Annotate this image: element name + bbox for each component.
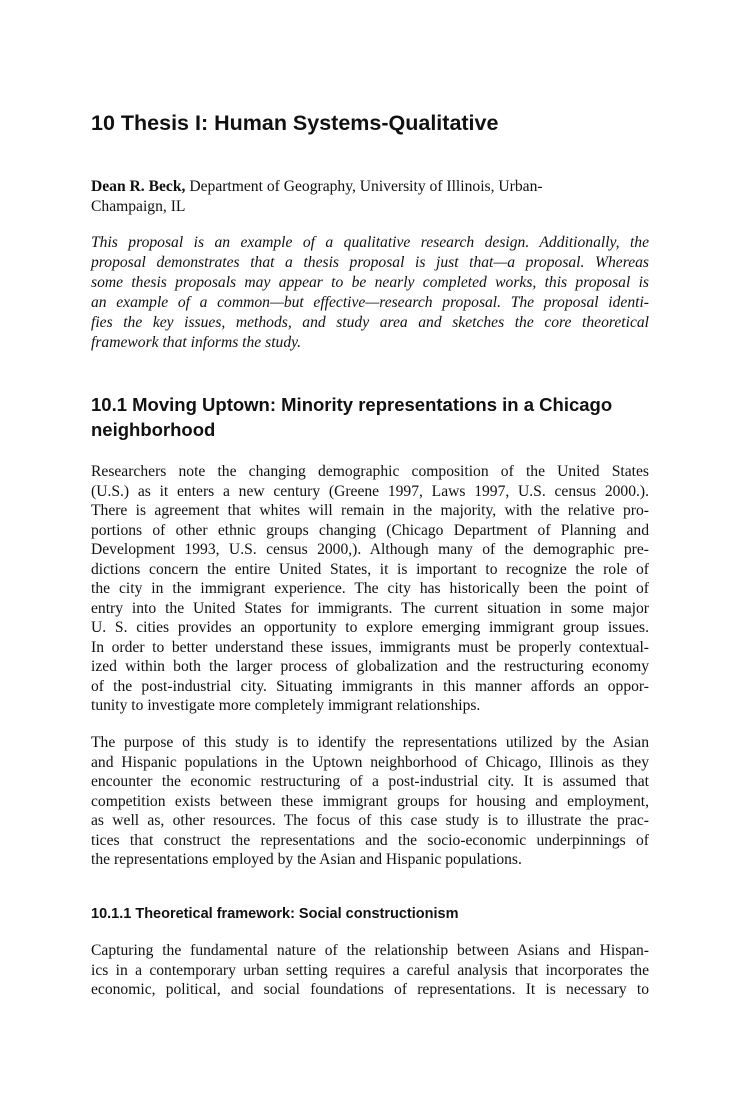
paragraph-line: (U.S.) as it enters a new century (Greene 1997, Laws 1997, U.S. census 2000.). xyxy=(91,482,649,500)
paragraph-line: the city in the immigrant experience. The city has historically been the point of xyxy=(91,580,649,597)
section-title: 10.1 Moving Uptown: Minority representations in a Chicago neighborhood xyxy=(91,394,613,440)
chapter-title: 10 Thesis I: Human Systems-Qualitative xyxy=(91,111,499,135)
paragraph-line: The purpose of this study is to identify the representations utilized by the Asian xyxy=(91,734,649,751)
paragraph-line: tices that construct the representations and the socio-economic underpinnings of xyxy=(91,831,649,849)
paragraph-line: There is agreement that whites will remain in the majority, with the relative pro- xyxy=(91,502,649,519)
paragraph-line: economic, political, and social foundations of representations. It is necessary to xyxy=(91,981,649,998)
paragraph-line: ized within both the larger process of globalization and the restructuring economy xyxy=(91,658,649,675)
paragraph-line: portions of other ethnic groups changing (Chicago Department of Planning and xyxy=(91,521,649,539)
author-affiliation-line1: Department of Geography, University of Illinois, Urban- xyxy=(185,178,543,195)
body-paragraph-3 xyxy=(91,941,649,1000)
paragraph-line: entry into the United States for immigrants. The current situation in some major xyxy=(91,599,649,617)
body-paragraph-1 xyxy=(91,462,649,716)
subsection-title: 10.1.1 Theoretical framework: Social constructionism xyxy=(91,906,459,922)
paragraph-line: Researchers note the changing demographic composition of the United States xyxy=(91,463,649,480)
author-block xyxy=(91,177,591,217)
paragraph-line: of the post-industrial city. Situating immigrants in this manner affords an oppor- xyxy=(91,677,649,695)
abstract-line: fies the key issues, methods, and study area and sketches the core theoretical xyxy=(91,314,649,331)
paragraph-line: and Hispanic populations in the Uptown neighborhood of Chicago, Illinois as they xyxy=(91,753,649,771)
paragraph-line: competition exists between these immigrant groups for housing and employment, xyxy=(91,792,649,810)
author-affiliation-line2: Champaign, IL xyxy=(91,198,186,215)
paragraph-line: In order to better understand these issues, immigrants must be properly contextual- xyxy=(91,638,649,656)
paragraph-line: as well as, other resources. The focus of this case study is to illustrate the prac- xyxy=(91,812,649,829)
paragraph-line: tunity to investigate more completely immigrant relationships. xyxy=(91,697,481,714)
abstract-line: This proposal is an example of a qualitative research design. Additionally, the xyxy=(91,234,649,251)
abstract-line: proposal demonstrates that a thesis proposal is just that—a proposal. Whereas xyxy=(91,254,649,271)
paragraph-line: Capturing the fundamental nature of the relationship between Asians and Hispan- xyxy=(91,942,649,959)
abstract-line: framework that informs the study. xyxy=(91,334,302,351)
paragraph-line: the representations employed by the Asian and Hispanic populations. xyxy=(91,851,522,868)
paragraph-line: dictions concern the entire United States, it is important to recognize the role of xyxy=(91,560,649,578)
paragraph-line: encounter the economic restructuring of a post-industrial city. It is assumed that xyxy=(91,773,649,790)
abstract-line: some thesis proposals may appear to be nearly completed works, this proposal is xyxy=(91,274,649,291)
paragraph-line: ics in a contemporary urban setting requires a careful analysis that incorporates the xyxy=(91,961,649,979)
author-name: Dean R. Beck, xyxy=(91,178,186,195)
body-paragraph-2 xyxy=(91,733,649,870)
paragraph-line: Development 1993, U.S. census 2000,). Although many of the demographic pre- xyxy=(91,541,649,558)
paragraph-line: U. S. cities provides an opportunity to explore emerging immigrant group issues. xyxy=(91,619,649,636)
abstract-line: an example of a common—but effective—research proposal. The proposal identi- xyxy=(91,294,649,311)
abstract xyxy=(91,233,649,353)
